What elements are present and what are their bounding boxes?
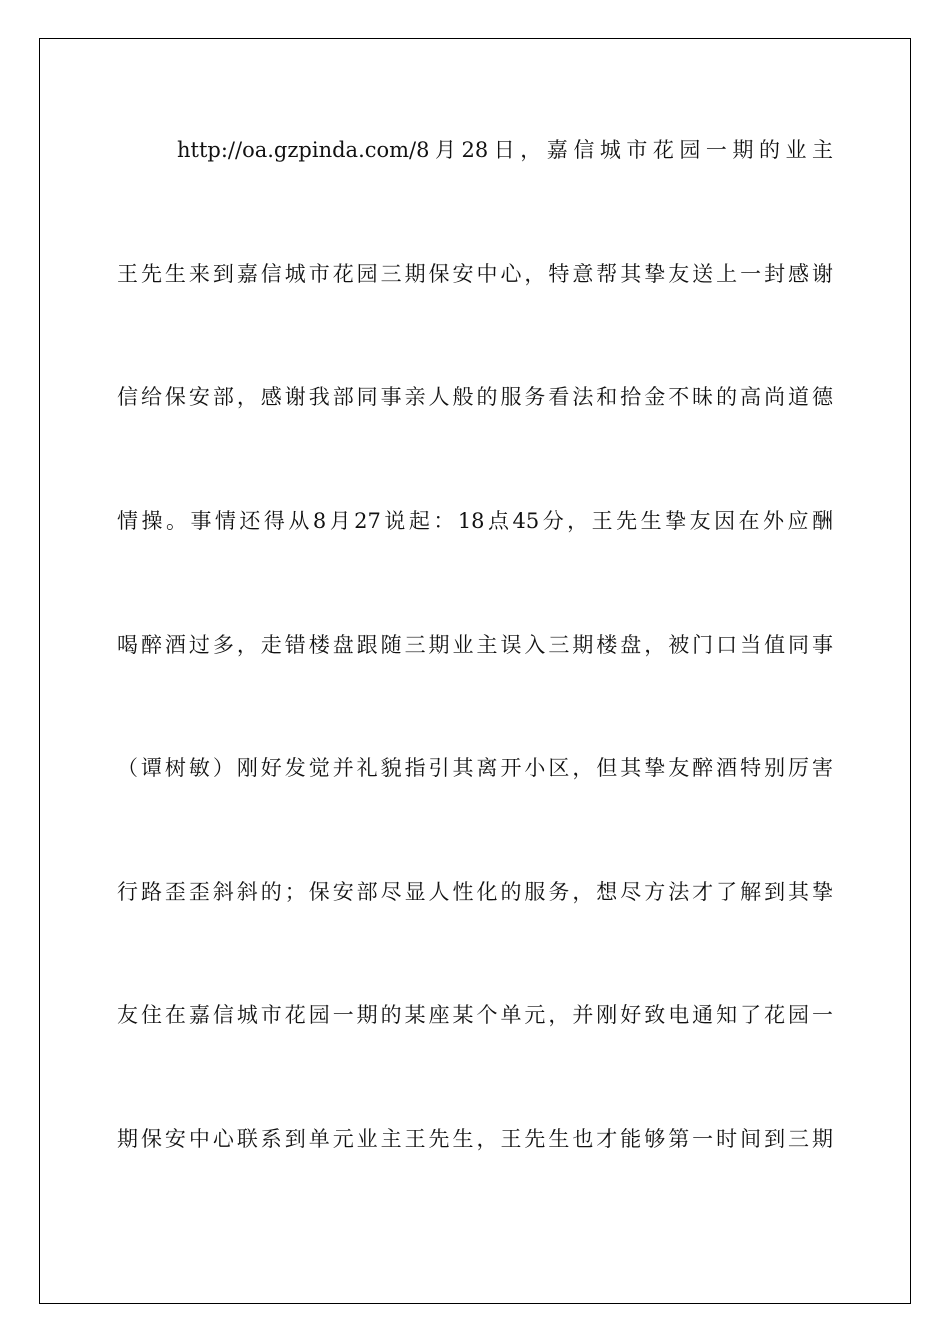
paragraph-line: 行路歪歪斜斜的；保安部尽显人性化的服务，想尽方法才了解到其挚 — [117, 880, 833, 904]
paragraph-line: 信给保安部，感谢我部同事亲人般的服务看法和拾金不昧的高尚道德 — [117, 385, 833, 409]
paragraph-line: 友住在嘉信城市花园一期的某座某个单元，并刚好致电通知了花园一 — [117, 1003, 833, 1027]
paragraph-line: http://oa.gzpinda.com/8月28日，嘉信城市花园一期的业主 — [177, 138, 833, 162]
paragraph-line: 王先生来到嘉信城市花园三期保安中心，特意帮其挚友送上一封感谢 — [117, 262, 833, 286]
paragraph-line: （谭树敏）刚好发觉并礼貌指引其离开小区，但其挚友醉酒特别厉害 — [117, 756, 833, 780]
page-border — [39, 38, 911, 1304]
paragraph-line: 喝醉酒过多，走错楼盘跟随三期业主误入三期楼盘，被门口当值同事 — [117, 633, 833, 657]
paragraph-line: 情操。事情还得从8月27说起：18点45分，王先生挚友因在外应酬 — [117, 509, 833, 533]
paragraph-line: 期保安中心联系到单元业主王先生，王先生也才能够第一时间到三期 — [117, 1127, 833, 1151]
